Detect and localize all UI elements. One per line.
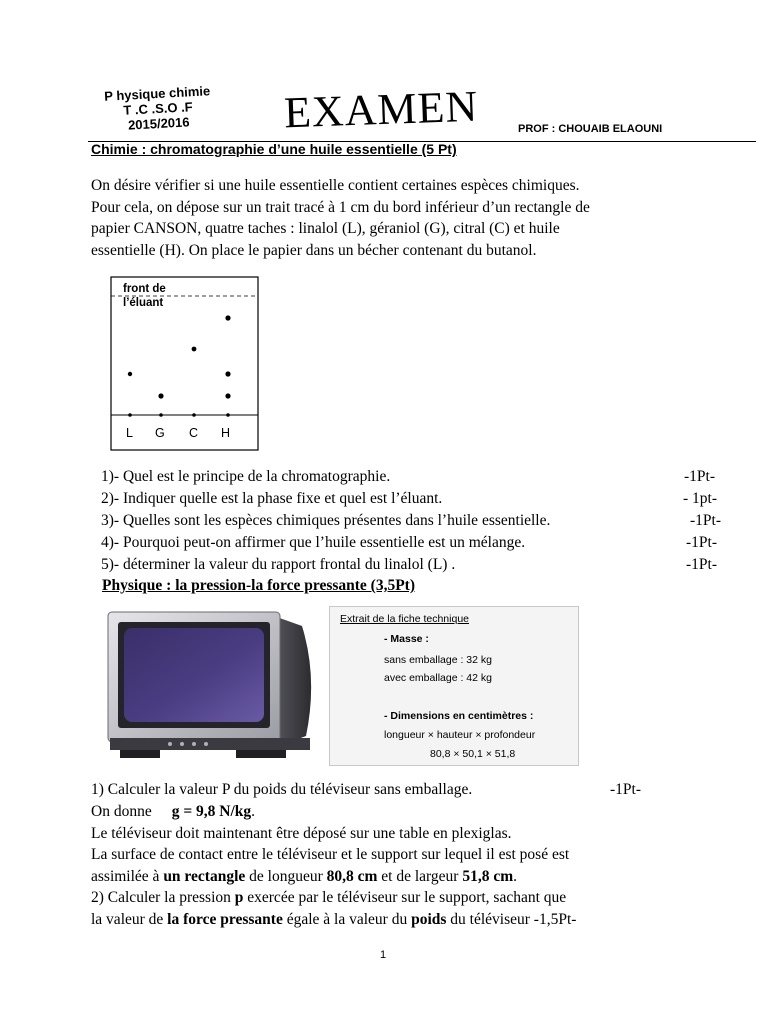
text-span: .	[513, 867, 518, 885]
text-bold: 80,8 cm	[326, 867, 378, 885]
sheet-dimensions-values: 80,8 × 50,1 × 51,8	[430, 748, 516, 760]
physique-text	[91, 779, 731, 930]
tv-base	[110, 738, 310, 750]
physique-line-5	[91, 866, 731, 888]
sheet-mass-with-packaging: avec emballage : 42 kg	[384, 672, 492, 684]
question-text: 1) Calculer la valeur P du poids du téléviseur sans emballage.	[91, 781, 473, 798]
question-text: 2)- Indiquer quelle est la phase fixe et quel est l’éluant.	[101, 490, 443, 507]
sheet-dimensions-label: - Dimensions en centimètres :	[384, 710, 534, 722]
school-line-1: P hysique chimie	[103, 83, 211, 104]
question-2	[101, 488, 721, 510]
question-points: -1Pt-	[686, 534, 717, 551]
sheet-dimensions-formula: longueur × hauteur × profondeur	[384, 729, 536, 741]
tv-button	[180, 742, 184, 746]
intro-line-3: papier CANSON, quatre taches : linalol (L), géraniol (G), citral (C) et huile	[91, 220, 560, 237]
chimie-section-title: Chimie : chromatographie d’une huile essentielle (5 Pt)	[91, 141, 457, 157]
television-image	[106, 608, 322, 764]
chimie-questions	[101, 466, 721, 576]
sheet-mass-without-packaging: sans emballage : 32 kg	[384, 654, 492, 666]
question-points: -1Pt-	[610, 781, 641, 798]
front-label-line-1: front de	[123, 283, 166, 295]
tv-foot-left	[120, 750, 160, 758]
spot-c-origin	[192, 413, 196, 417]
text-span: la valeur de	[91, 910, 168, 928]
physique-section-title: Physique : la pression-la force pressante (3,5Pt)	[102, 577, 415, 594]
question-points: -1Pt-	[690, 512, 721, 529]
question-points: -1Pt-	[684, 468, 715, 485]
text-span: égale à la valeur du	[282, 910, 412, 928]
physique-line-7	[91, 909, 731, 931]
intro-line-1: On désire vérifier si une huile essentielle contient certaines espèces chimiques.	[91, 177, 580, 194]
question-3	[101, 510, 721, 532]
physique-line-3: Le téléviseur doit maintenant être déposé sur une table en plexiglas.	[91, 824, 512, 842]
text-span: assimilée à	[91, 867, 164, 885]
question-points: -1Pt-	[686, 556, 717, 573]
spot-h-origin	[226, 413, 230, 417]
physique-line-6	[91, 887, 731, 909]
text-span: de longueur	[245, 867, 327, 885]
question-text: 1)- Quel est le principe de la chromatographie.	[101, 468, 391, 485]
question-text: 5)- déterminer la valeur du rapport frontal du linalol (L) .	[101, 556, 456, 573]
text-bold: 51,8 cm	[462, 867, 514, 885]
text-bold: un rectangle	[163, 867, 246, 885]
question-points: - 1pt-	[682, 490, 717, 507]
physique-line-4: La surface de contact entre le téléviseur et le support sur lequel il est posé est	[91, 846, 570, 863]
given-line	[91, 801, 731, 823]
spot-l-origin	[128, 413, 132, 417]
school-info	[87, 82, 229, 134]
question-4	[101, 532, 721, 554]
text-bold: poids	[411, 910, 447, 928]
lane-label-h: H	[221, 426, 231, 440]
given-gravity: g = 9,8 N/kg	[171, 803, 252, 820]
spot-g-origin	[159, 413, 163, 417]
chromatogram-figure	[110, 276, 260, 452]
text-bold: la force pressante	[167, 910, 283, 928]
intro-line-2: Pour cela, on dépose sur un trait tracé à 1 cm du bord inférieur d’un rectangle de	[91, 198, 590, 216]
page-number: 1	[380, 949, 387, 961]
question-text: 3)- Quelles sont les espèces chimiques présentes dans l’huile essentielle.	[101, 512, 551, 529]
spot-h-1	[225, 315, 230, 320]
spot-h-2	[225, 371, 230, 376]
text-span: 2) Calculer la pression	[91, 889, 235, 906]
physique-question-1	[91, 779, 641, 801]
given-prefix: On donne	[91, 803, 152, 820]
text-span: du téléviseur -1,5Pt-	[446, 910, 577, 928]
page-title: EXAMEN	[283, 81, 479, 138]
technical-sheet	[329, 606, 579, 766]
spot-h-3	[225, 393, 230, 398]
tv-button	[204, 742, 208, 746]
text-span: exercée par le téléviseur sur le support, sachant que	[243, 889, 567, 906]
question-text: 4)- Pourquoi peut-on affirmer que l’huile essentielle est un mélange.	[101, 534, 526, 551]
school-line-2: T .C .S.O .F	[122, 99, 194, 118]
lane-label-c: C	[189, 426, 199, 440]
spot-g	[158, 393, 163, 398]
text-span: et de largeur	[377, 867, 463, 885]
front-label-line-2: l’éluant	[123, 297, 164, 309]
school-line-3: 2015/2016	[127, 114, 190, 133]
lane-label-g: G	[155, 426, 165, 440]
prof-name: PROF : CHOUAIB ELAOUNI	[518, 123, 663, 135]
question-1	[101, 466, 721, 488]
intro-line-4: essentielle (H). On place le papier dans un bécher contenant du butanol.	[91, 241, 537, 259]
chimie-intro	[91, 175, 691, 261]
question-5	[101, 554, 721, 576]
tv-foot-right	[236, 750, 286, 758]
spot-c	[192, 347, 197, 352]
tv-screen	[124, 628, 264, 722]
tv-button	[192, 742, 196, 746]
sheet-heading: Extrait de la fiche technique	[340, 613, 469, 625]
text-bold: p	[234, 889, 244, 906]
lane-label-l: L	[126, 426, 133, 440]
tv-button	[168, 742, 172, 746]
spot-l	[128, 372, 132, 376]
given-suffix: .	[251, 803, 256, 820]
sheet-masse-label: - Masse :	[384, 633, 429, 645]
